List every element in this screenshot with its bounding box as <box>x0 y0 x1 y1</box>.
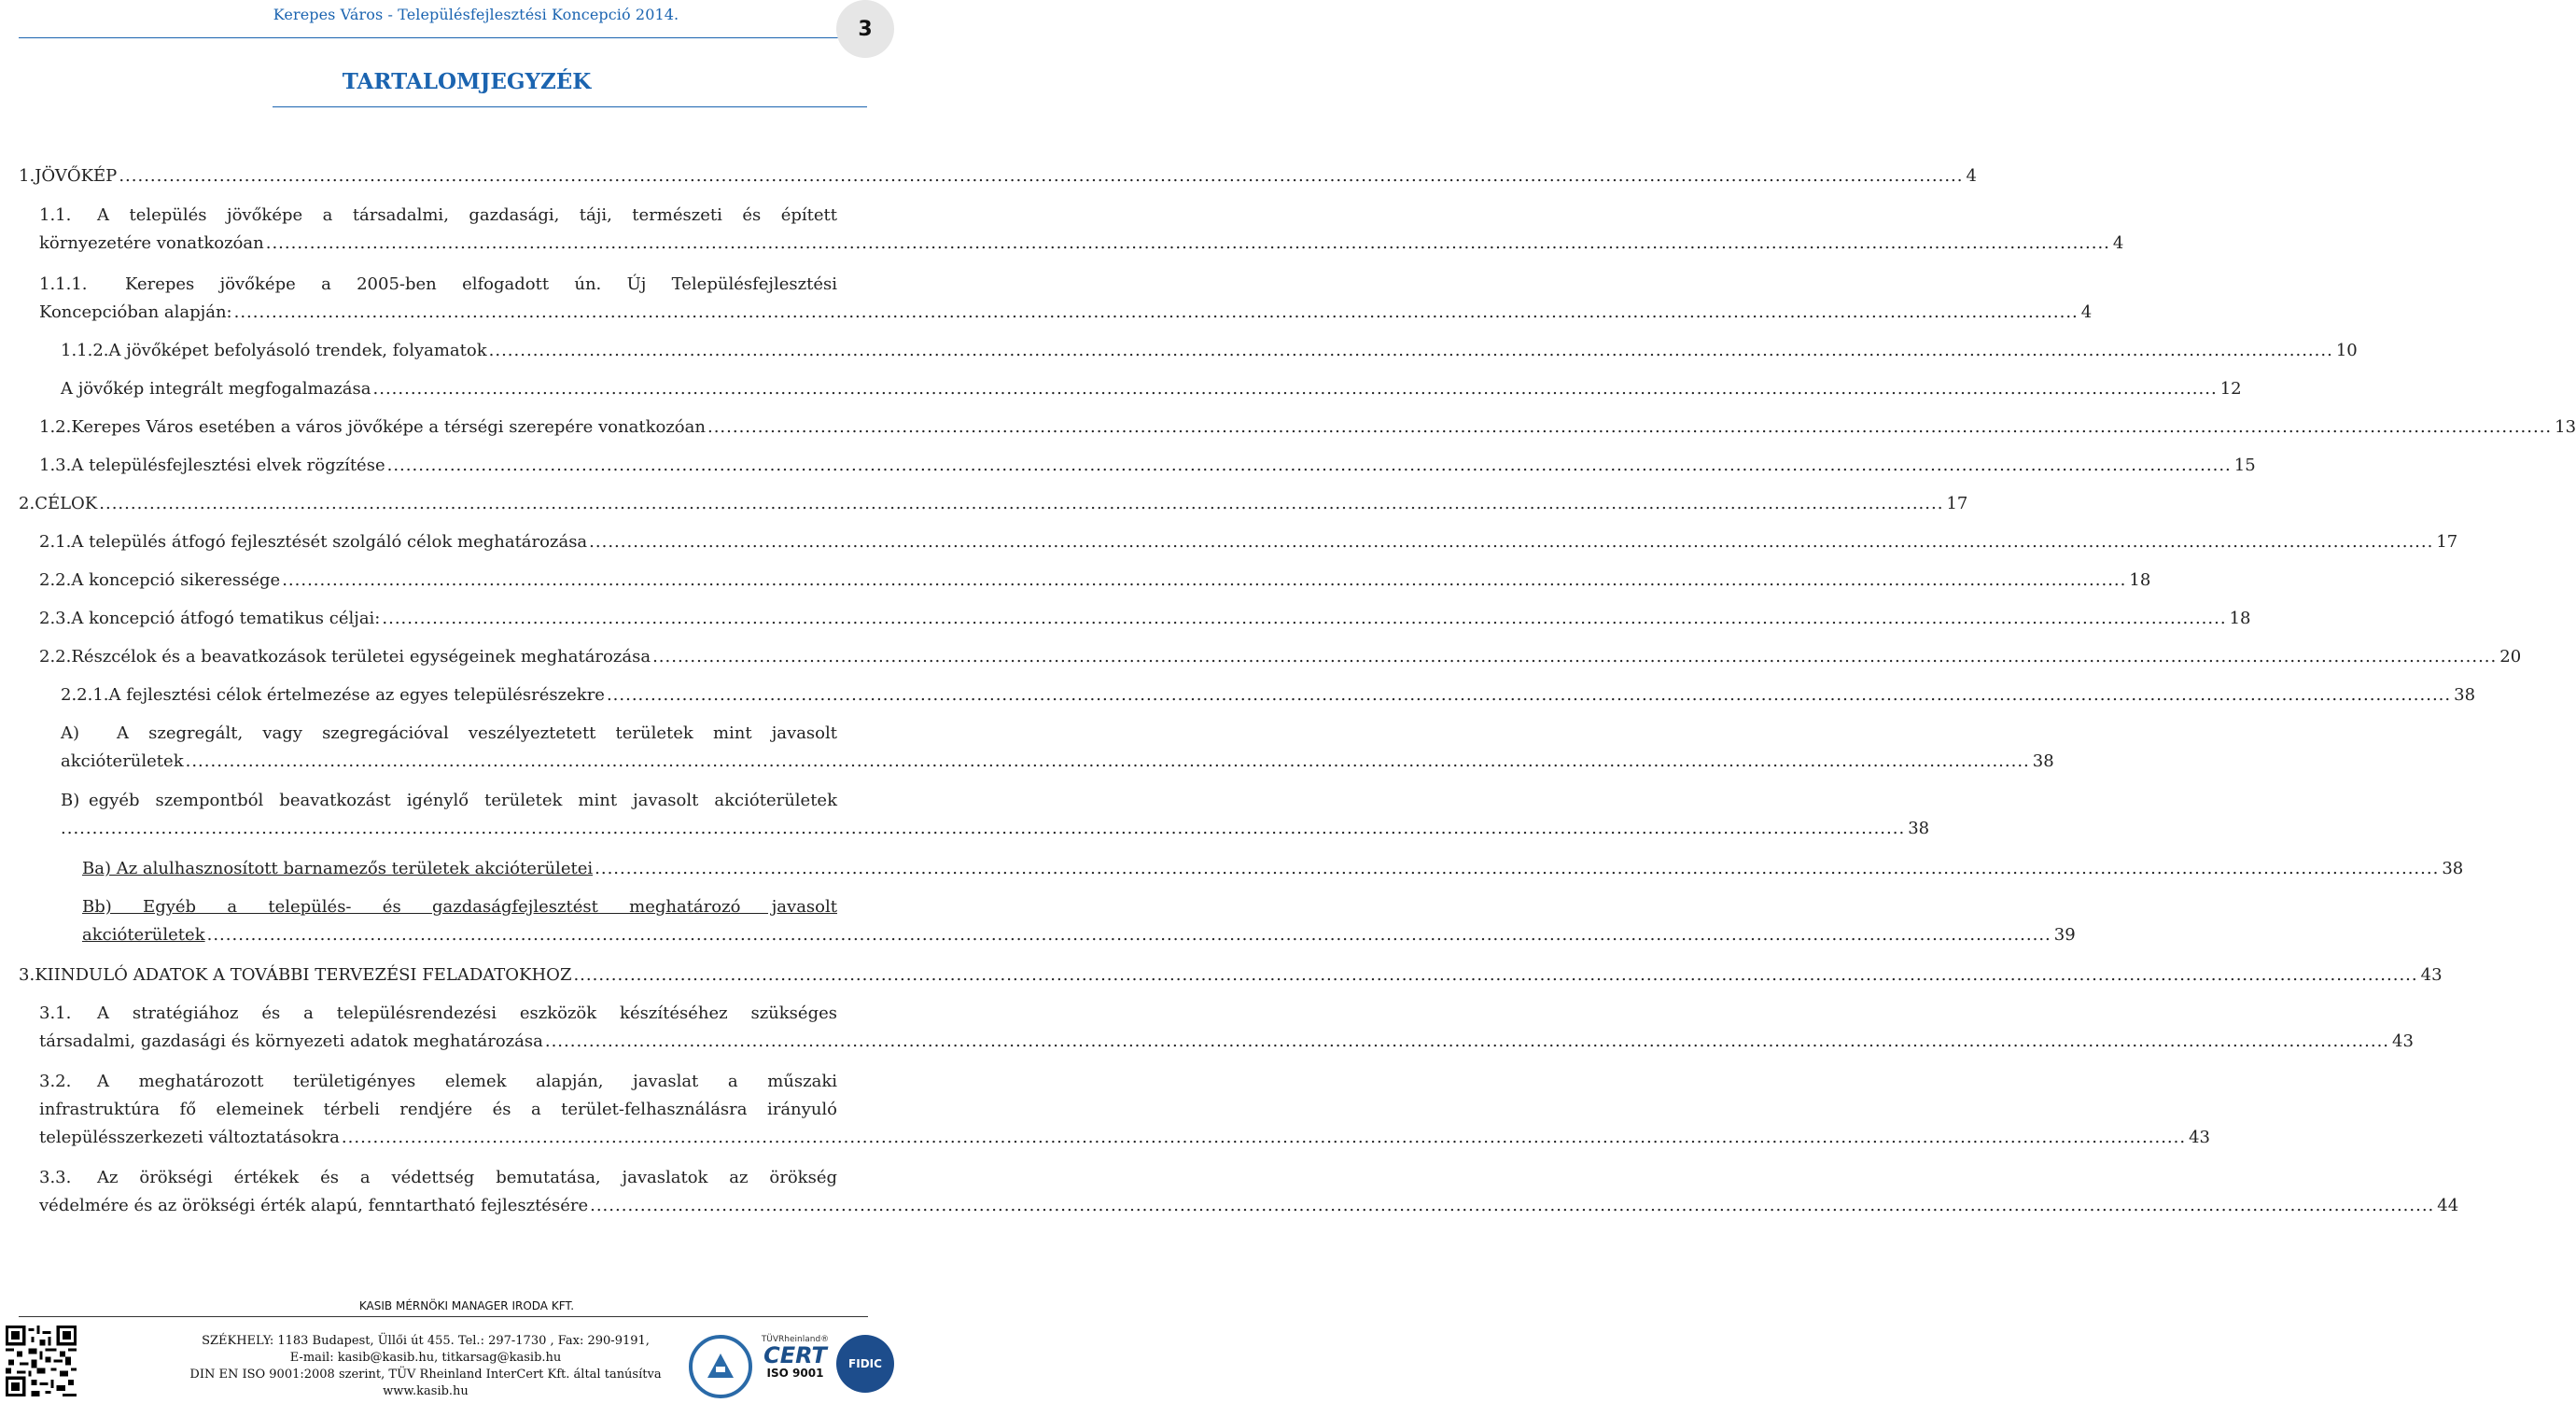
footer-website[interactable]: www.kasib.hu <box>383 1384 469 1398</box>
toc-leader-dots <box>589 528 2433 556</box>
toc-leader-dots <box>186 748 2030 776</box>
toc-entry-text: egyéb szempontból beavatkozást igénylő területek mint javasolt akcióterületek <box>89 791 837 810</box>
toc-entry[interactable] <box>82 893 2076 949</box>
toc-entry-text-cont: társadalmi, gazdasági és környezeti adatok meghatározása <box>39 1031 543 1051</box>
toc-entry-text-cont: környezetére vonatkozóan <box>39 233 264 253</box>
footer-address: SZÉKHELY: 1183 Budapest, Üllői út 455. Tel.: 297-1730 , Fax: 290-9191, <box>202 1334 650 1348</box>
qr-code-icon <box>6 1326 77 1396</box>
toc-entry-text-cont: védelmére és az örökségi érték alapú, fenntartható fejlesztésére <box>39 1196 589 1215</box>
toc-title-rule <box>273 106 867 107</box>
toc-leader-dots <box>119 162 1963 190</box>
toc-entry-number: 2.2.1. <box>61 685 109 705</box>
toc-leader-dots <box>61 815 1905 843</box>
toc-entry-number: 1.2. <box>39 417 72 437</box>
toc-entry[interactable] <box>61 337 2358 365</box>
toc-entry-number: 3.2. <box>39 1072 72 1091</box>
toc-entry[interactable] <box>39 414 2576 442</box>
toc-entry-number: 3.3. <box>39 1168 72 1187</box>
toc-entry[interactable] <box>39 643 2522 671</box>
toc-entry-page: 38 <box>1908 819 1930 838</box>
toc-entry-number: 2.1. <box>39 532 72 552</box>
toc-entry-page: 38 <box>2032 751 2054 771</box>
toc-entry[interactable] <box>39 605 2251 633</box>
tuv-cert-logo <box>758 1335 833 1400</box>
toc-entry[interactable] <box>61 720 2054 776</box>
toc-entry-page: 12 <box>2219 379 2242 399</box>
toc-entry[interactable] <box>19 961 2443 989</box>
toc-entry[interactable] <box>39 1068 2210 1152</box>
toc-entry-number: 1.1.1. <box>39 274 88 294</box>
toc-entry-page: 4 <box>2112 233 2124 253</box>
toc-leader-dots <box>342 1124 2186 1152</box>
toc-entry-page: 20 <box>2499 647 2522 666</box>
toc-leader-dots <box>282 567 2126 595</box>
toc-entry-page: 18 <box>2229 609 2251 628</box>
toc-entry-number: 1.1. <box>39 205 72 225</box>
toc-title: TARTALOMJEGYZÉK <box>342 69 592 94</box>
toc-leader-dots <box>595 855 2439 883</box>
toc-entry[interactable] <box>19 490 1968 518</box>
footer-divider <box>19 1316 868 1317</box>
toc-entry-page: 10 <box>2335 341 2358 360</box>
toc-entry-text: Kerepes jövőképe a 2005-ben elfogadott ún. Új Településfejlesztési <box>125 274 837 294</box>
toc-entry-number: 2. <box>19 494 35 513</box>
cert-word: CERT <box>763 1342 827 1368</box>
toc-entry-text: A település átfogó fejlesztését szolgáló célok meghatározása <box>71 532 588 552</box>
toc-leader-dots <box>387 452 2232 480</box>
tuv-seal-icon <box>689 1335 752 1398</box>
page-number-badge: 3 <box>836 0 894 58</box>
toc-entry-page: 17 <box>2436 532 2458 552</box>
cert-iso: ISO 9001 <box>766 1367 824 1380</box>
toc-entry-text: Kerepes Város esetében a város jövőképe a térségi szerepére vonatkozóan <box>71 417 706 437</box>
toc-entry-text: A településfejlesztési elvek rögzítése <box>71 456 385 475</box>
cert-brand: TÜVRheinland® <box>761 1335 830 1344</box>
toc-entry[interactable] <box>39 567 2151 595</box>
toc-entry-text-cont: akcióterületek <box>61 751 184 771</box>
toc-entry[interactable] <box>39 452 2256 480</box>
toc-entry-text: CÉLOK <box>35 494 98 513</box>
toc-leader-dots <box>266 230 2110 258</box>
footer-certification: DIN EN ISO 9001:2008 szerint, TÜV Rheinland InterCert Kft. által tanúsítva <box>189 1368 662 1382</box>
toc-entry-text-mid: infrastruktúra fő elemeinek térbeli rendjére és a terület-felhasználásra irányuló <box>39 1100 837 1119</box>
toc-entry-page: 13 <box>2555 417 2576 437</box>
toc-entry-text: A fejlesztési célok értelmezése az egyes településrészekre <box>108 685 605 705</box>
toc-entry[interactable] <box>61 787 1930 843</box>
toc-entry-page: 43 <box>2420 965 2443 985</box>
toc-entry-text-cont: akcióterületek <box>82 925 205 945</box>
toc-entry-text-cont: településszerkezeti változtatásokra <box>39 1128 340 1147</box>
toc-entry-page: 17 <box>1946 494 1968 513</box>
fidic-logo: FIDIC <box>836 1335 894 1393</box>
toc-entry-page: 4 <box>2080 302 2093 322</box>
toc-leader-dots <box>373 375 2218 403</box>
toc-entry-text: A szegregált, vagy szegregációval veszélyeztetett területek mint javasolt <box>117 723 837 743</box>
toc-leader-dots <box>573 961 2417 989</box>
toc-entry-number: 2.3. <box>39 609 72 628</box>
toc-leader-dots <box>207 921 2051 949</box>
toc-entry[interactable] <box>82 855 2464 883</box>
toc-entry-text: A meghatározott területigényes elemek alapján, javaslat a műszaki <box>97 1072 837 1091</box>
toc-entry-text: A koncepció sikeressége <box>71 570 281 590</box>
toc-entry-text: KIINDULÓ ADATOK A TOVÁBBI TERVEZÉSI FELADATOKHOZ <box>35 965 572 985</box>
toc-entry-text-cont: Koncepcióban alapján: <box>39 302 232 322</box>
toc-entry-text: Részcélok és a beavatkozások területei egységeinek meghatározása <box>71 647 651 666</box>
toc-entry-page: 44 <box>2437 1196 2459 1215</box>
toc-entry[interactable] <box>61 375 2242 403</box>
tuv-seal-mark-icon <box>702 1348 739 1385</box>
toc-entry-text: A jövőképet befolyásoló trendek, folyamatok <box>108 341 487 360</box>
toc-leader-dots <box>489 337 2333 365</box>
toc-entry-text: A település jövőképe a társadalmi, gazdasági, táji, természeti és épített <box>97 205 837 225</box>
toc-entry-text: Az örökségi értékek és a védettség bemutatása, javaslatok az örökség <box>97 1168 837 1187</box>
toc-entry-page: 39 <box>2053 925 2076 945</box>
toc-entry-number: 2.2. <box>39 570 72 590</box>
toc-entry-text: JÖVŐKÉP <box>35 166 118 186</box>
toc-entry-page: 43 <box>2392 1031 2414 1051</box>
toc-leader-dots <box>99 490 1943 518</box>
toc-leader-dots <box>590 1192 2434 1220</box>
toc-entry-number: 2.2. <box>39 647 72 666</box>
toc-entry-text: Bb) Egyéb a település- és gazdaságfejlesztést meghatározó javasolt <box>82 897 837 917</box>
toc-entry[interactable] <box>19 162 1977 190</box>
toc-entry[interactable] <box>39 1164 2459 1220</box>
toc-entry-number: 3.1. <box>39 1003 72 1023</box>
toc-entry[interactable] <box>61 681 2476 709</box>
toc-entry-page: 15 <box>2233 456 2256 475</box>
toc-entry-page: 38 <box>2442 859 2464 878</box>
toc-entry-number: 3. <box>19 965 35 985</box>
footer-contact-info <box>174 1333 678 1400</box>
toc-entry-number: 1.1.2. <box>61 341 109 360</box>
header-title: Kerepes Város - Településfejlesztési Koncepció 2014. <box>273 6 679 23</box>
toc-entry-text: A koncepció átfogó tematikus céljai: <box>71 609 381 628</box>
toc-entry-number: 1. <box>19 166 35 186</box>
toc-entry[interactable] <box>39 528 2458 556</box>
toc-entry-page: 4 <box>1966 166 1977 186</box>
toc-entry-number: 1.3. <box>39 456 72 475</box>
toc-leader-dots <box>545 1028 2389 1056</box>
toc-entry-page: 38 <box>2454 685 2476 705</box>
toc-entry-number: B) <box>61 791 80 810</box>
toc-entry[interactable] <box>39 202 2124 258</box>
toc-entry-text: A stratégiához és a településrendezési eszközök készítéséhez szükséges <box>97 1003 837 1023</box>
header-divider <box>19 37 868 38</box>
toc-entry[interactable] <box>39 271 2093 327</box>
toc-leader-dots <box>652 643 2497 671</box>
toc-entry-text: A jövőkép integrált megfogalmazása <box>61 379 371 399</box>
toc-entry-page: 18 <box>2129 570 2151 590</box>
toc-leader-dots <box>382 605 2226 633</box>
footer-company-name: KASIB MÉRNÖKI MANAGER IRODA KFT. <box>358 1299 575 1312</box>
toc-entry-number: A) <box>61 723 80 743</box>
toc-leader-dots <box>607 681 2451 709</box>
toc-leader-dots <box>707 414 2552 442</box>
toc-leader-dots <box>234 299 2079 327</box>
toc-entry-text: Ba) Az alulhasznosított barnamezős területek akcióterületei <box>82 859 594 878</box>
footer-email[interactable]: E-mail: kasib@kasib.hu, titkarsag@kasib.hu <box>289 1351 562 1365</box>
toc-entry[interactable] <box>39 1000 2414 1056</box>
toc-entry-page: 43 <box>2189 1128 2210 1147</box>
